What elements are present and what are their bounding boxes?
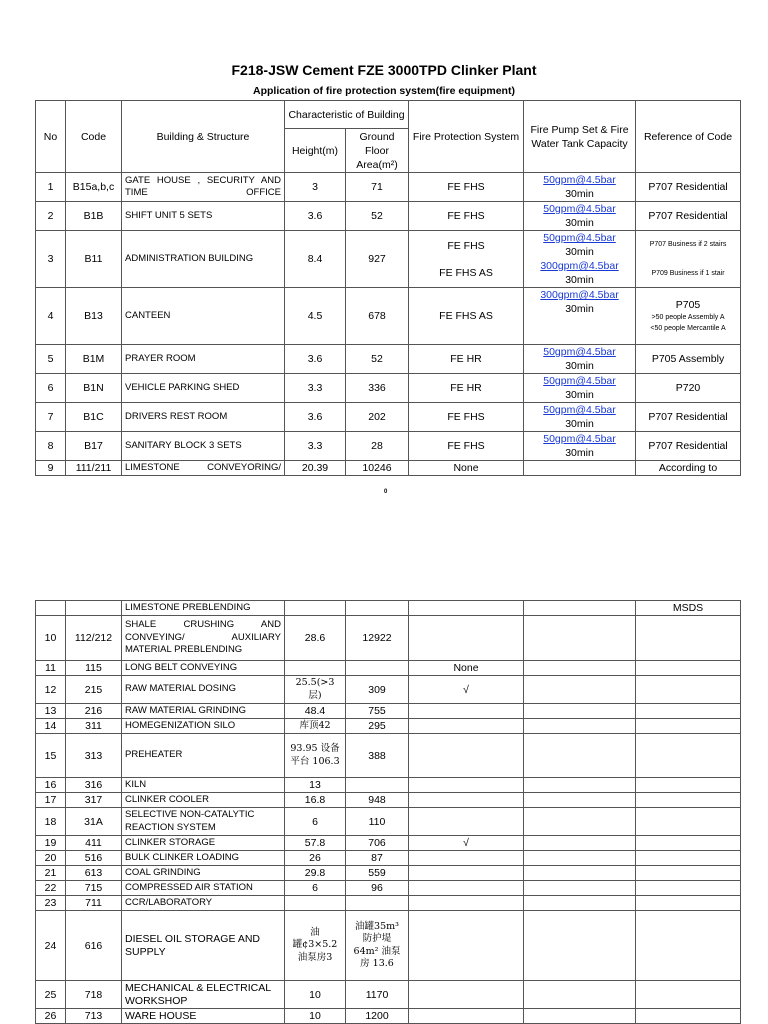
pump-time: 30min <box>565 360 594 372</box>
header-pump: Fire Pump Set & Fire Water Tank Capacity <box>524 101 636 173</box>
cell-pump <box>524 374 636 403</box>
table-row <box>36 202 741 231</box>
cell-pump <box>524 601 636 616</box>
cell-area: 295 <box>346 719 409 734</box>
cell-ref <box>636 881 741 896</box>
cell-no <box>36 601 66 616</box>
cell-fps <box>409 734 524 778</box>
cell-ref: P707 Residential <box>636 403 741 432</box>
cell-code: 112/212 <box>66 616 122 661</box>
cell-fps <box>409 231 524 288</box>
cell-height: 25.5(>3 层) <box>285 676 346 704</box>
table-row <box>36 288 741 345</box>
cell-ref: According to <box>636 461 741 476</box>
cell-building: CLINKER STORAGE <box>122 836 285 851</box>
cell-building: RAW MATERIAL DOSING <box>122 676 285 704</box>
cell-no: 17 <box>36 793 66 808</box>
cell-area: 706 <box>346 836 409 851</box>
cell-pump <box>524 704 636 719</box>
cell-building: SHALE CRUSHING AND CONVEYING/ AUXILIARY MATERIAL PREBLENDING <box>122 616 285 661</box>
cell-building: GATE HOUSE , SECURITY AND TIME OFFICE <box>122 173 285 202</box>
cell-no: 10 <box>36 616 66 661</box>
cell-no: 3 <box>36 231 66 288</box>
cell-area: 559 <box>346 866 409 881</box>
cell-pump <box>524 345 636 374</box>
cell-height: 26 <box>285 851 346 866</box>
cell-pump <box>524 866 636 881</box>
pump-time: 30min <box>565 274 594 286</box>
cell-fps <box>409 808 524 836</box>
cell-building: CCR/LABORATORY <box>122 896 285 911</box>
cell-ref <box>636 896 741 911</box>
cell-code: B1M <box>66 345 122 374</box>
cell-height: 48.4 <box>285 704 346 719</box>
cell-area: 309 <box>346 676 409 704</box>
cell-ref <box>636 661 741 676</box>
cell-height: 16.8 <box>285 793 346 808</box>
cell-ref <box>636 734 741 778</box>
cell-no: 16 <box>36 778 66 793</box>
table-row <box>36 601 741 616</box>
cell-code: 613 <box>66 866 122 881</box>
cell-code <box>66 601 122 616</box>
cell-code: 715 <box>66 881 122 896</box>
cell-no: 1 <box>36 173 66 202</box>
cell-ref: P707 Residential <box>636 432 741 461</box>
cell-no: 11 <box>36 661 66 676</box>
cell-no: 24 <box>36 911 66 981</box>
cell-no: 19 <box>36 836 66 851</box>
cell-fps: None <box>409 461 524 476</box>
header-area: Ground Floor Area(m²) <box>346 129 409 173</box>
cell-height: 6 <box>285 808 346 836</box>
cell-building: PRAYER ROOM <box>122 345 285 374</box>
cell-area: 10246 <box>346 461 409 476</box>
cell-ref <box>636 616 741 661</box>
cell-height: 6 <box>285 881 346 896</box>
cell-no: 22 <box>36 881 66 896</box>
cell-pump <box>524 1009 636 1024</box>
cell-fps: √ <box>409 676 524 704</box>
cell-code: 215 <box>66 676 122 704</box>
cell-area: 12922 <box>346 616 409 661</box>
pump-time: 30min <box>565 389 594 401</box>
pump-link[interactable]: 50gpm@4.5bar <box>543 174 616 186</box>
cell-code: 216 <box>66 704 122 719</box>
cell-no: 26 <box>36 1009 66 1024</box>
cell-code: 311 <box>66 719 122 734</box>
cell-height: 3.6 <box>285 403 346 432</box>
cell-pump <box>524 981 636 1009</box>
cell-code: 313 <box>66 734 122 778</box>
cell-area: 油罐35m³ 防护堤 64m² 油泵房 13.6 <box>346 911 409 981</box>
cell-building: WARE HOUSE <box>122 1009 285 1024</box>
cell-pump <box>524 288 636 345</box>
table-row <box>36 616 741 661</box>
cell-fps: None <box>409 661 524 676</box>
cell-building: LONG BELT CONVEYING <box>122 661 285 676</box>
cell-building: SELECTIVE NON-CATALYTIC REACTION SYSTEM <box>122 808 285 836</box>
pump-time: 30min <box>565 188 594 200</box>
cell-height: 8.4 <box>285 231 346 288</box>
cell-area: 1200 <box>346 1009 409 1024</box>
table-row <box>36 345 741 374</box>
pump-link[interactable]: 300gpm@4.5bar <box>540 260 619 272</box>
cell-building: KILN <box>122 778 285 793</box>
cell-code: 718 <box>66 981 122 1009</box>
cell-code: B15a,b,c <box>66 173 122 202</box>
header-fire-protection: Fire Protection System <box>409 101 524 173</box>
table-row <box>36 851 741 866</box>
cell-height: 3.6 <box>285 202 346 231</box>
cell-building: DRIVERS REST ROOM <box>122 403 285 432</box>
cell-code: B1B <box>66 202 122 231</box>
pump-link[interactable]: 50gpm@4.5bar <box>543 375 616 387</box>
cell-no: 21 <box>36 866 66 881</box>
cell-building: LIMESTONE CONVEYORING/ <box>122 461 285 476</box>
table-row <box>36 911 741 981</box>
cell-no: 23 <box>36 896 66 911</box>
pump-time: 30min <box>565 246 594 258</box>
cell-no: 15 <box>36 734 66 778</box>
table-row <box>36 231 741 288</box>
document-title: F218-JSW Cement FZE 3000TPD Clinker Plant <box>231 62 537 78</box>
pump-link[interactable]: 50gpm@4.5bar <box>543 346 616 358</box>
cell-fps: √ <box>409 836 524 851</box>
cell-area <box>346 601 409 616</box>
cell-building: CANTEEN <box>122 288 285 345</box>
fire-protection-table-page2 <box>35 600 741 1024</box>
cell-fps: FE FHS AS <box>409 288 524 345</box>
cell-area: 96 <box>346 881 409 896</box>
cell-no: 25 <box>36 981 66 1009</box>
cell-code: B1N <box>66 374 122 403</box>
table-row <box>36 778 741 793</box>
table-row <box>36 173 741 202</box>
ref-line-1: P707 Business if 2 stairs <box>649 241 727 248</box>
cell-no: 13 <box>36 704 66 719</box>
document-subtitle: Application of fire protection system(fire equipment) <box>253 85 515 97</box>
cell-building: MECHANICAL & ELECTRICAL WORKSHOP <box>122 981 285 1009</box>
cell-pump <box>524 403 636 432</box>
cell-fps <box>409 896 524 911</box>
header-height: Height(m) <box>285 129 346 173</box>
cell-no: 6 <box>36 374 66 403</box>
cell-fps <box>409 981 524 1009</box>
cell-pump <box>524 461 636 476</box>
cell-code: 31A <box>66 808 122 836</box>
cell-code: 411 <box>66 836 122 851</box>
cell-pump <box>524 719 636 734</box>
cell-area <box>346 896 409 911</box>
table-row <box>36 704 741 719</box>
ref-line-2: P709 Business if 1 stair <box>651 270 725 277</box>
table-row <box>36 793 741 808</box>
cell-no: 2 <box>36 202 66 231</box>
cell-height: 20.39 <box>285 461 346 476</box>
cell-height: 3.3 <box>285 432 346 461</box>
cell-ref <box>636 676 741 704</box>
cell-area: 28 <box>346 432 409 461</box>
table-row <box>36 374 741 403</box>
table-row <box>36 403 741 432</box>
cell-ref <box>636 793 741 808</box>
cell-pump <box>524 851 636 866</box>
table-row <box>36 981 741 1009</box>
cell-area <box>346 778 409 793</box>
cell-ref <box>636 981 741 1009</box>
header-reference: Reference of Code <box>636 101 741 173</box>
cell-pump <box>524 836 636 851</box>
cell-height: 3 <box>285 173 346 202</box>
cell-code: B13 <box>66 288 122 345</box>
cell-code: 115 <box>66 661 122 676</box>
cell-area: 202 <box>346 403 409 432</box>
cell-pump <box>524 676 636 704</box>
cell-area: 755 <box>346 704 409 719</box>
cell-height: 29.8 <box>285 866 346 881</box>
pump-time: 30min <box>565 418 594 430</box>
cell-building: COAL GRINDING <box>122 866 285 881</box>
cell-area: 948 <box>346 793 409 808</box>
cell-building: BULK CLINKER LOADING <box>122 851 285 866</box>
cell-area: 71 <box>346 173 409 202</box>
cell-pump <box>524 202 636 231</box>
cell-building: PREHEATER <box>122 734 285 778</box>
cell-ref <box>636 231 741 288</box>
table-row <box>36 432 741 461</box>
pump-time: 30min <box>565 447 594 459</box>
cell-area: 110 <box>346 808 409 836</box>
cell-ref <box>636 851 741 866</box>
cell-ref <box>636 808 741 836</box>
cell-building: HOMEGENIZATION SILO <box>122 719 285 734</box>
cell-ref: P707 Residential <box>636 173 741 202</box>
cell-code: 317 <box>66 793 122 808</box>
table-row <box>36 836 741 851</box>
ref-line-3: <50 people Mercantile A <box>650 325 726 332</box>
cell-height: 4.5 <box>285 288 346 345</box>
cell-area: 52 <box>346 202 409 231</box>
cell-no: 5 <box>36 345 66 374</box>
cell-code: B1C <box>66 403 122 432</box>
cell-code: B17 <box>66 432 122 461</box>
cell-fps: FE HR <box>409 374 524 403</box>
cell-fps <box>409 616 524 661</box>
cell-area: 678 <box>346 288 409 345</box>
table-row <box>36 1009 741 1024</box>
cell-building: VEHICLE PARKING SHED <box>122 374 285 403</box>
cell-ref <box>636 836 741 851</box>
cell-pump <box>524 231 636 288</box>
table-row <box>36 676 741 704</box>
cell-fps <box>409 778 524 793</box>
pump-link[interactable]: 50gpm@4.5bar <box>543 232 616 244</box>
fire-protection-table-page1 <box>35 100 741 476</box>
cell-pump <box>524 432 636 461</box>
cell-code: 516 <box>66 851 122 866</box>
cell-ref <box>636 866 741 881</box>
cell-height <box>285 896 346 911</box>
cell-no: 12 <box>36 676 66 704</box>
cell-fps <box>409 719 524 734</box>
cell-ref: MSDS <box>636 601 741 616</box>
ref-line-2: >50 people Assembly A <box>651 314 725 321</box>
cell-ref <box>636 704 741 719</box>
cell-no: 8 <box>36 432 66 461</box>
cell-area: 927 <box>346 231 409 288</box>
cell-fps: FE FHS <box>409 403 524 432</box>
table-row <box>36 661 741 676</box>
cell-pump <box>524 808 636 836</box>
pump-link[interactable]: 300gpm@4.5bar <box>540 289 619 301</box>
cell-no: 9 <box>36 461 66 476</box>
cell-pump <box>524 911 636 981</box>
table-row <box>36 461 741 476</box>
cell-height: 3.6 <box>285 345 346 374</box>
cell-ref: P705 Assembly <box>636 345 741 374</box>
cell-code: 316 <box>66 778 122 793</box>
cell-area <box>346 661 409 676</box>
header-building: Building & Structure <box>122 101 285 173</box>
cell-area: 336 <box>346 374 409 403</box>
table-row <box>36 808 741 836</box>
pump-link[interactable]: 50gpm@4.5bar <box>543 404 616 416</box>
pump-time: 30min <box>565 303 594 315</box>
header-no: No <box>36 101 66 173</box>
cell-code: 711 <box>66 896 122 911</box>
cell-height: 油 罐¢3×5.2 油泵房3 <box>285 911 346 981</box>
cell-fps <box>409 704 524 719</box>
pump-link[interactable]: 50gpm@4.5bar <box>543 433 616 445</box>
fps-line-1: FE FHS <box>447 239 485 252</box>
cell-height: 库顶42 <box>285 719 346 734</box>
table-row <box>36 734 741 778</box>
pump-time: 30min <box>565 217 594 229</box>
cell-building: RAW MATERIAL GRINDING <box>122 704 285 719</box>
cell-building: SANITARY BLOCK 3 SETS <box>122 432 285 461</box>
cell-fps: FE FHS <box>409 173 524 202</box>
pump-link[interactable]: 50gpm@4.5bar <box>543 203 616 215</box>
cell-fps <box>409 851 524 866</box>
cell-building: ADMINISTRATION BUILDING <box>122 231 285 288</box>
cell-no: 7 <box>36 403 66 432</box>
table-row <box>36 881 741 896</box>
cell-height: 28.6 <box>285 616 346 661</box>
cell-no: 18 <box>36 808 66 836</box>
cell-fps <box>409 866 524 881</box>
cell-height: 10 <box>285 1009 346 1024</box>
cell-code: 713 <box>66 1009 122 1024</box>
cell-fps <box>409 1009 524 1024</box>
cell-no: 4 <box>36 288 66 345</box>
cell-pump <box>524 896 636 911</box>
cell-building: CLINKER COOLER <box>122 793 285 808</box>
cell-code: B11 <box>66 231 122 288</box>
cell-building: LIMESTONE PREBLENDING <box>122 601 285 616</box>
cell-ref: P707 Residential <box>636 202 741 231</box>
page-break-marker: 0 <box>384 489 388 495</box>
cell-fps <box>409 911 524 981</box>
cell-ref <box>636 1009 741 1024</box>
cell-fps <box>409 793 524 808</box>
cell-height <box>285 601 346 616</box>
table-row <box>36 896 741 911</box>
cell-pump <box>524 661 636 676</box>
cell-height <box>285 661 346 676</box>
table-row <box>36 719 741 734</box>
cell-pump <box>524 793 636 808</box>
cell-pump <box>524 881 636 896</box>
cell-pump <box>524 778 636 793</box>
cell-pump <box>524 173 636 202</box>
cell-ref <box>636 719 741 734</box>
cell-area: 388 <box>346 734 409 778</box>
cell-fps: FE FHS <box>409 432 524 461</box>
cell-building: DIESEL OIL STORAGE AND SUPPLY <box>122 911 285 981</box>
cell-pump <box>524 616 636 661</box>
cell-code: 616 <box>66 911 122 981</box>
cell-pump <box>524 734 636 778</box>
header-code: Code <box>66 101 122 173</box>
cell-fps <box>409 601 524 616</box>
cell-ref <box>636 778 741 793</box>
cell-area: 52 <box>346 345 409 374</box>
cell-ref <box>636 288 741 345</box>
cell-no: 14 <box>36 719 66 734</box>
ref-line-1: P705 <box>675 299 701 311</box>
cell-building: COMPRESSED AIR STATION <box>122 881 285 896</box>
cell-area: 87 <box>346 851 409 866</box>
cell-area: 1170 <box>346 981 409 1009</box>
cell-no: 20 <box>36 851 66 866</box>
cell-fps: FE FHS <box>409 202 524 231</box>
cell-height: 93.95 设备平台 106.3 <box>285 734 346 778</box>
header-characteristic: Characteristic of Building <box>285 101 409 129</box>
cell-building: SHIFT UNIT 5 SETS <box>122 202 285 231</box>
cell-height: 13 <box>285 778 346 793</box>
cell-fps: FE HR <box>409 345 524 374</box>
cell-ref <box>636 911 741 981</box>
cell-fps <box>409 881 524 896</box>
cell-code: 111/211 <box>66 461 122 476</box>
cell-height: 10 <box>285 981 346 1009</box>
fps-line-2: FE FHS AS <box>439 266 493 279</box>
cell-height: 57.8 <box>285 836 346 851</box>
table-row <box>36 866 741 881</box>
cell-ref: P720 <box>636 374 741 403</box>
cell-height: 3.3 <box>285 374 346 403</box>
